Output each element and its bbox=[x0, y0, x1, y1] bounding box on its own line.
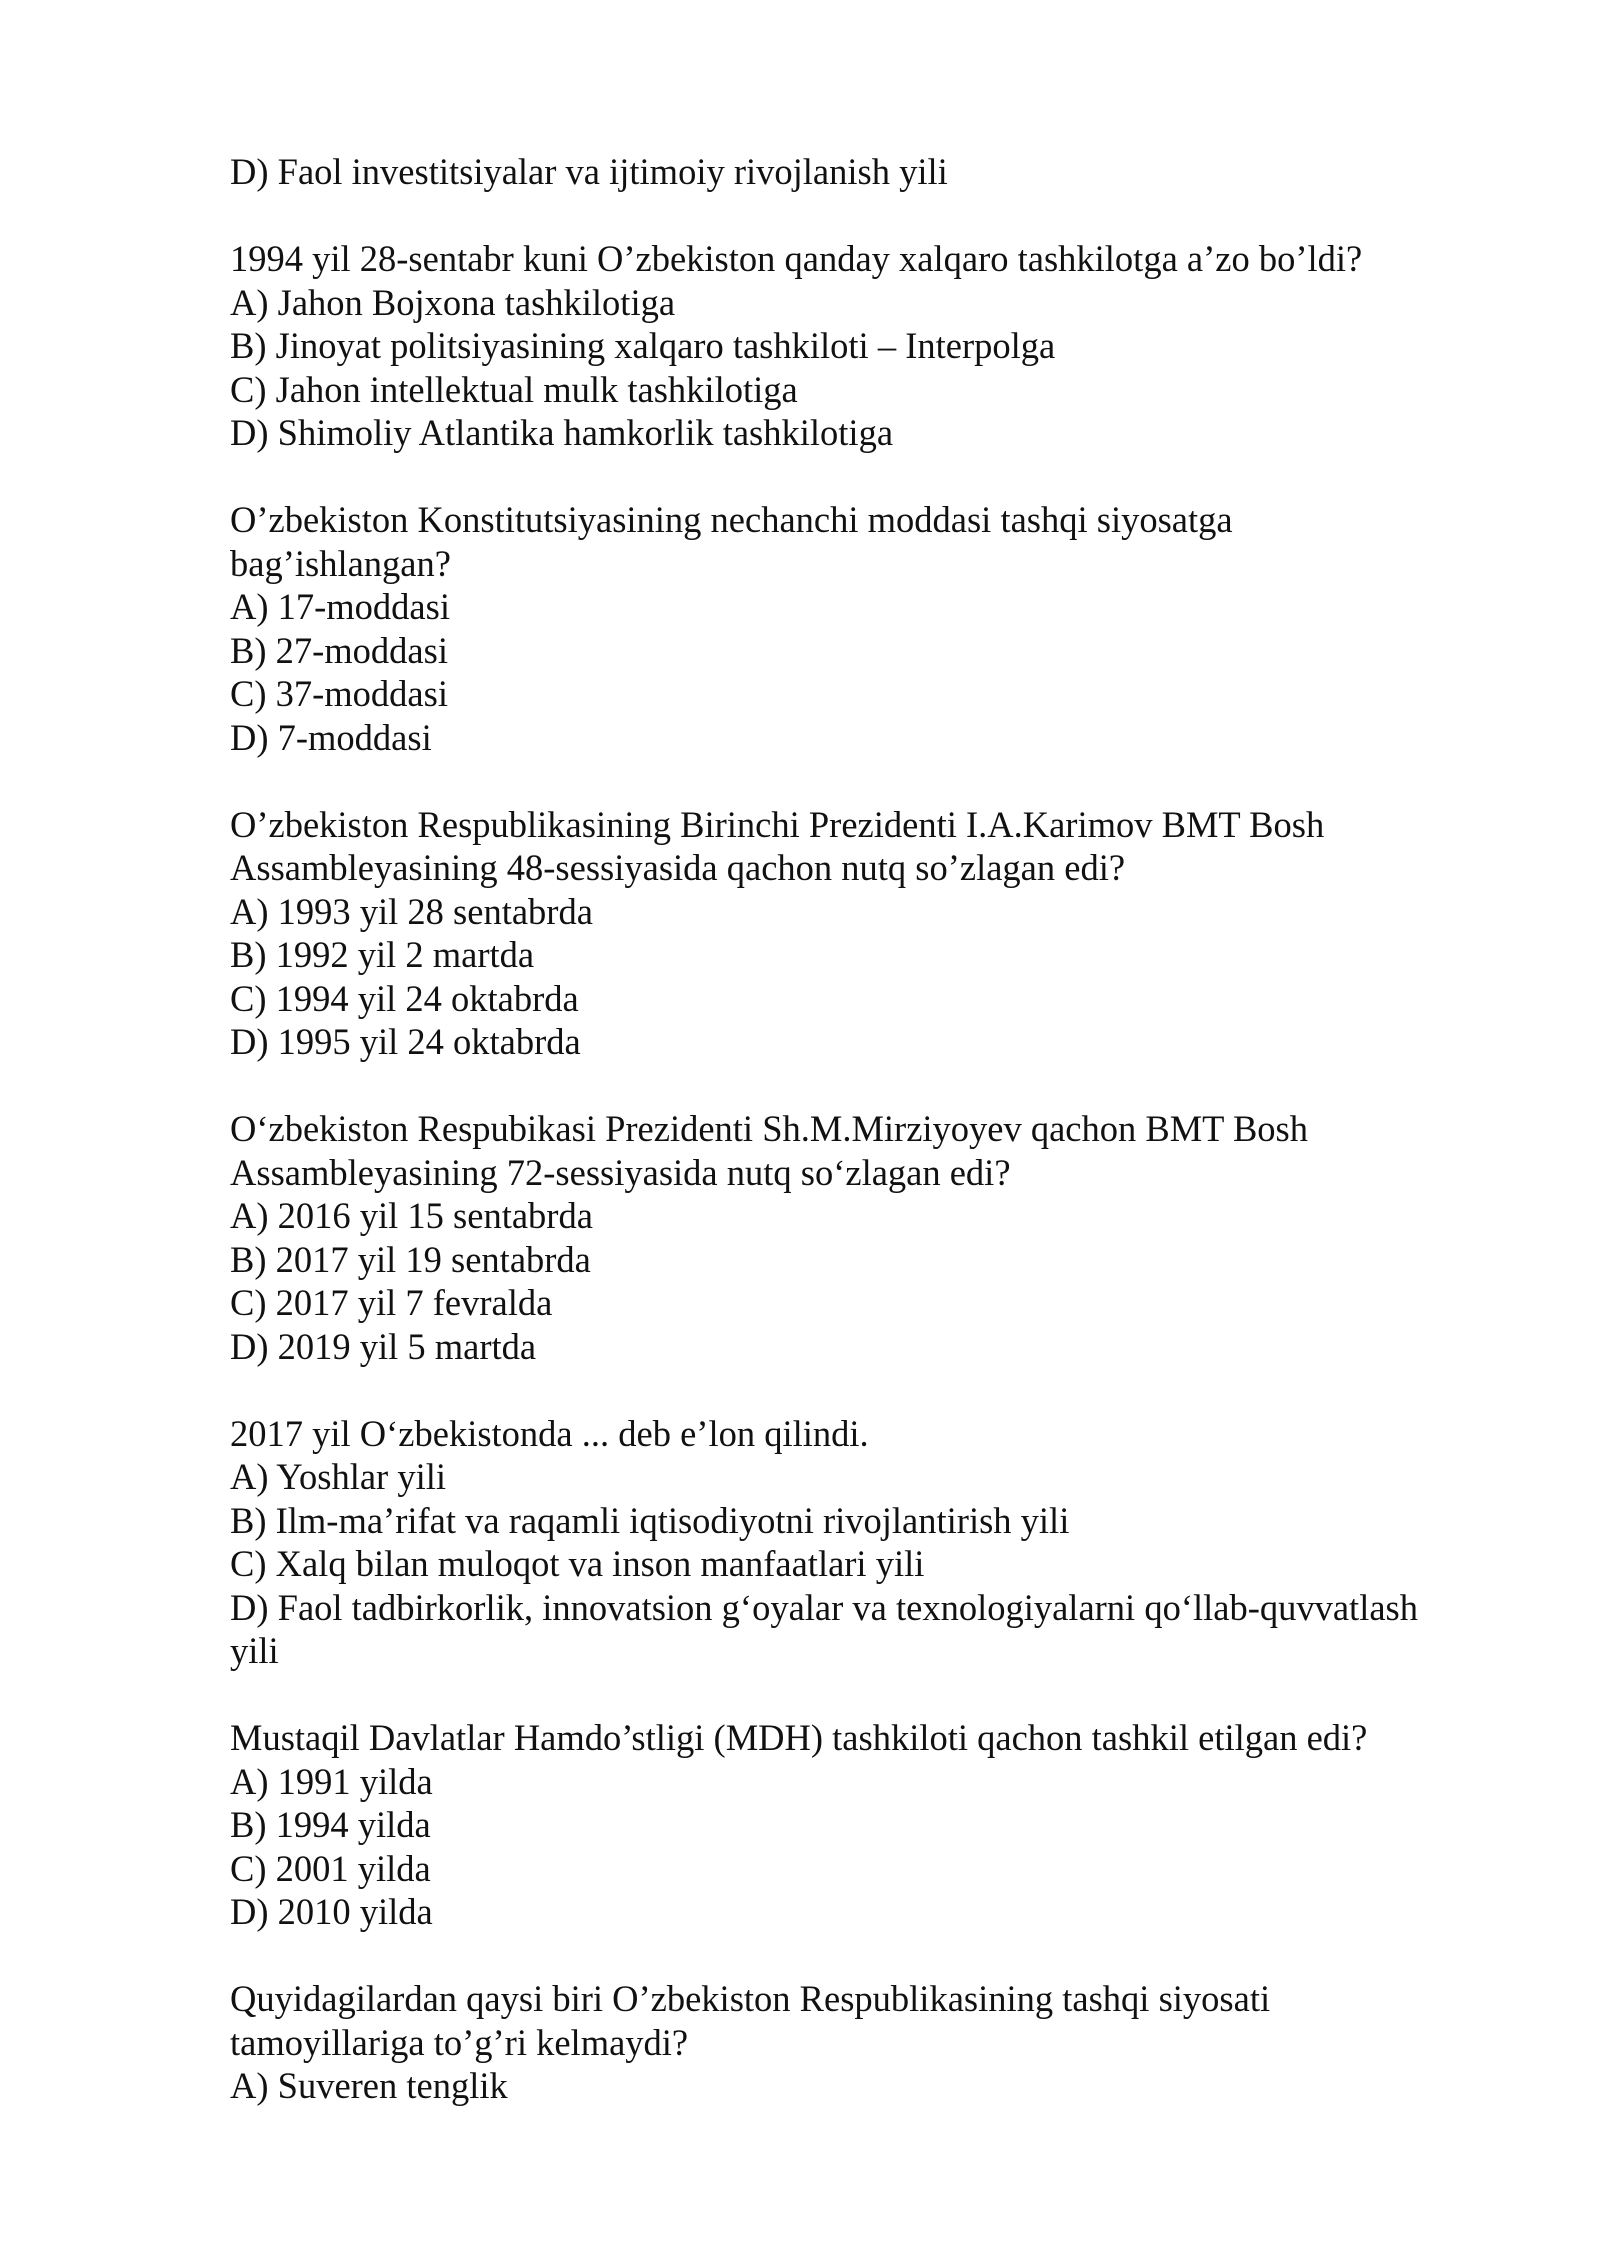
question-text: Assambleyasining 48-sessiyasida qachon nutq so’zlagan edi? bbox=[230, 847, 1126, 888]
option: C) 37-moddasi bbox=[230, 673, 448, 714]
question-block-3 bbox=[230, 803, 1480, 1064]
spacer bbox=[230, 455, 1480, 499]
option: C) 1994 yil 24 oktabrda bbox=[230, 977, 579, 1019]
question-text: O’zbekiston Respublikasining Birinchi Prezidenti I.A.Karimov BMT Bosh bbox=[230, 803, 1325, 845]
option: C) Xalq bilan muloqot va inson manfaatlari yili bbox=[230, 1543, 925, 1584]
option: D) Shimoliy Atlantika hamkorlik tashkilotiga bbox=[230, 412, 894, 453]
question-block-1 bbox=[230, 237, 1480, 455]
question-text: 2017 yil O‘zbekistonda ... deb e’lon qilindi. bbox=[230, 1412, 869, 1454]
question-text: Assambleyasining 72-sessiyasida nutq so‘zlagan edi? bbox=[230, 1151, 1011, 1193]
option: D) Faol tadbirkorlik, innovatsion g‘oyalar va texnologiyalarni qo‘llab-quvvatlash bbox=[230, 1586, 1418, 1628]
intro-option: D) Faol investitsiyalar va ijtimoiy rivojlanish yili bbox=[230, 151, 948, 192]
question-text: tamoyillariga to’g’ri kelmaydi? bbox=[230, 2021, 689, 2063]
option: B) Jinoyat politsiyasining xalqaro tashkiloti – Interpolga bbox=[230, 325, 1056, 366]
option: A) Suveren tenglik bbox=[230, 2065, 508, 2106]
spacer bbox=[230, 1934, 1480, 1978]
option: B) Ilm-ma’rifat va raqamli iqtisodiyotni rivojlantirish yili bbox=[230, 1499, 1070, 1541]
question-block-2 bbox=[230, 498, 1480, 759]
option: yili bbox=[230, 1630, 279, 1671]
option: C) 2017 yil 7 fevralda bbox=[230, 1282, 553, 1323]
spacer bbox=[230, 1368, 1480, 1412]
question-text: 1994 yil 28-sentabr kuni O’zbekiston qanday xalqaro tashkilotga a’zo bo’ldi? bbox=[230, 238, 1363, 279]
option: C) 2001 yilda bbox=[230, 1847, 431, 1889]
option: A) Yoshlar yili bbox=[230, 1456, 446, 1497]
question-text: Mustaqil Davlatlar Hamdo’stligi (MDH) tashkiloti qachon tashkil etilgan edi? bbox=[230, 1717, 1368, 1758]
option: C) Jahon intellektual mulk tashkilotiga bbox=[230, 368, 798, 410]
option: B) 2017 yil 19 sentabrda bbox=[230, 1238, 591, 1280]
question-block-6 bbox=[230, 1716, 1480, 1934]
option: A) 17-moddasi bbox=[230, 586, 450, 627]
option: A) 1993 yil 28 sentabrda bbox=[230, 890, 593, 932]
question-block-4 bbox=[230, 1107, 1480, 1368]
question-text: bag’ishlangan? bbox=[230, 542, 451, 584]
option: B) 27-moddasi bbox=[230, 629, 448, 671]
option: D) 1995 yil 24 oktabrda bbox=[230, 1021, 581, 1062]
spacer bbox=[230, 759, 1480, 803]
option: D) 2010 yilda bbox=[230, 1891, 433, 1932]
option: B) 1994 yilda bbox=[230, 1804, 431, 1845]
option: B) 1992 yil 2 martda bbox=[230, 934, 535, 975]
question-text: O’zbekiston Konstitutsiyasining nechanchi moddasi tashqi siyosatga bbox=[230, 499, 1233, 540]
option: A) 2016 yil 15 sentabrda bbox=[230, 1195, 593, 1236]
question-block-5 bbox=[230, 1412, 1480, 1673]
spacer bbox=[230, 194, 1480, 238]
option: D) 7-moddasi bbox=[230, 716, 432, 758]
question-text: Quyidagilardan qaysi biri O’zbekiston Respublikasining tashqi siyosati bbox=[230, 1978, 1271, 2019]
question-text: O‘zbekiston Respubikasi Prezidenti Sh.M.Mirziyoyev qachon BMT Bosh bbox=[230, 1108, 1308, 1149]
question-block-7 bbox=[230, 1977, 1480, 2108]
option: D) 2019 yil 5 martda bbox=[230, 1325, 537, 1367]
option: A) Jahon Bojxona tashkilotiga bbox=[230, 281, 676, 323]
spacer bbox=[230, 1064, 1480, 1108]
option: A) 1991 yilda bbox=[230, 1760, 433, 1802]
spacer bbox=[230, 1673, 1480, 1717]
